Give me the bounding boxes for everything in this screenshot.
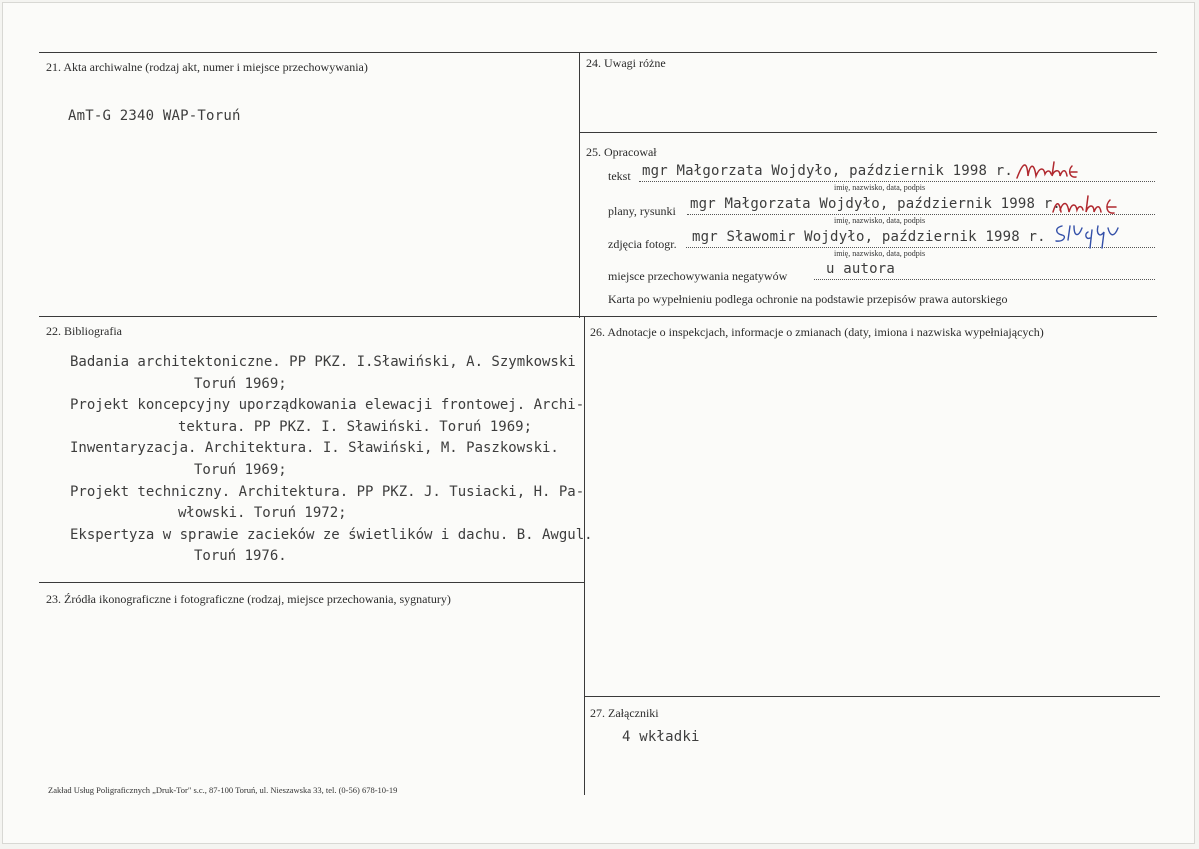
zdjecia-label: zdjęcia fotogr. — [608, 237, 677, 251]
line-24-25 — [579, 132, 1157, 133]
tekst-caption: imię, nazwisko, data, podpis — [834, 183, 926, 192]
bibliography-line: tektura. PP PKZ. I. Sławiński. Toruń 1969; — [178, 418, 533, 435]
center-divider-upper — [579, 52, 580, 318]
line-26-27 — [584, 696, 1160, 697]
section-24-label: 24. Uwagi różne — [586, 56, 666, 70]
bibliography-line: Toruń 1969; — [194, 461, 287, 478]
bibliography-line: Projekt koncepcyjny uporządkowania elewacji frontowej. Archi- — [70, 397, 585, 414]
plany-caption: imię, nazwisko, data, podpis — [834, 216, 926, 225]
bibliography-line: Ekspertyza w sprawie zacieków ze świetlików i dachu. B. Awgul. — [70, 526, 593, 543]
line-22-23 — [39, 582, 584, 583]
line-25-26 — [579, 316, 1157, 317]
section-26-label: 26. Adnotacje o inspekcjach, informacje o zmianach (daty, imiona i nazwiska wypełniających) — [590, 325, 1044, 339]
signature-zdjecia-icon — [1052, 222, 1128, 256]
negatywy-label: miejsce przechowywania negatywów — [608, 269, 788, 283]
section-22-label: 22. Bibliografia — [46, 324, 122, 338]
record-card — [2, 2, 1195, 844]
signature-plany-icon — [1050, 190, 1122, 220]
zdjecia-value: mgr Sławomir Wojdyło, październik 1998 r. — [692, 229, 1046, 245]
section-25-label: 25. Opracował — [586, 145, 657, 159]
section-21-label: 21. Akta archiwalne (rodzaj akt, numer i miejsce przechowywania) — [46, 60, 368, 74]
signature-tekst-icon — [1014, 154, 1080, 184]
bibliography-line: Toruń 1976. — [194, 548, 287, 565]
plany-label: plany, rysunki — [608, 204, 676, 218]
plany-value: mgr Małgorzata Wojdyło, październik 1998 r. — [690, 196, 1062, 212]
bibliography-line: włowski. Toruń 1972; — [178, 505, 347, 522]
line-21-22 — [39, 316, 584, 317]
negatywy-dotline — [814, 279, 1155, 280]
bibliography-line: Projekt techniczny. Architektura. PP PKZ. J. Tusiacki, H. Pa- — [70, 483, 585, 500]
bibliography-line: Toruń 1969; — [194, 375, 287, 392]
section-21-value: AmT-G 2340 WAP-Toruń — [68, 108, 241, 124]
top-border-line — [39, 52, 1157, 53]
copyright-note: Karta po wypełnieniu podlega ochronie na podstawie przepisów prawa autorskiego — [608, 292, 1008, 306]
bibliography-line: Badania architektoniczne. PP PKZ. I.Sławiński, A. Szymkowski — [70, 354, 576, 370]
negatywy-value: u autora — [826, 261, 896, 277]
tekst-value: mgr Małgorzata Wojdyło, październik 1998 r. — [642, 163, 1014, 179]
zdjecia-caption: imię, nazwisko, data, podpis — [834, 249, 926, 258]
bibliography-line: Inwentaryzacja. Architektura. I. Sławiński, M. Paszkowski. — [70, 440, 559, 457]
tekst-label: tekst — [608, 169, 631, 183]
section-27-label: 27. Załączniki — [590, 706, 659, 720]
printer-footer: Zakład Usług Poligraficznych „Druk-Tor" s.c., 87-100 Toruń, ul. Nieszawska 33, tel. (0-56) 678-10-19 — [48, 785, 398, 795]
bibliography-list — [70, 352, 593, 568]
section-23-label: 23. Źródła ikonograficzne i fotograficzne (rodzaj, miejsce przechowania, sygnatury) — [46, 592, 451, 606]
section-27-value: 4 wkładki — [622, 729, 700, 745]
